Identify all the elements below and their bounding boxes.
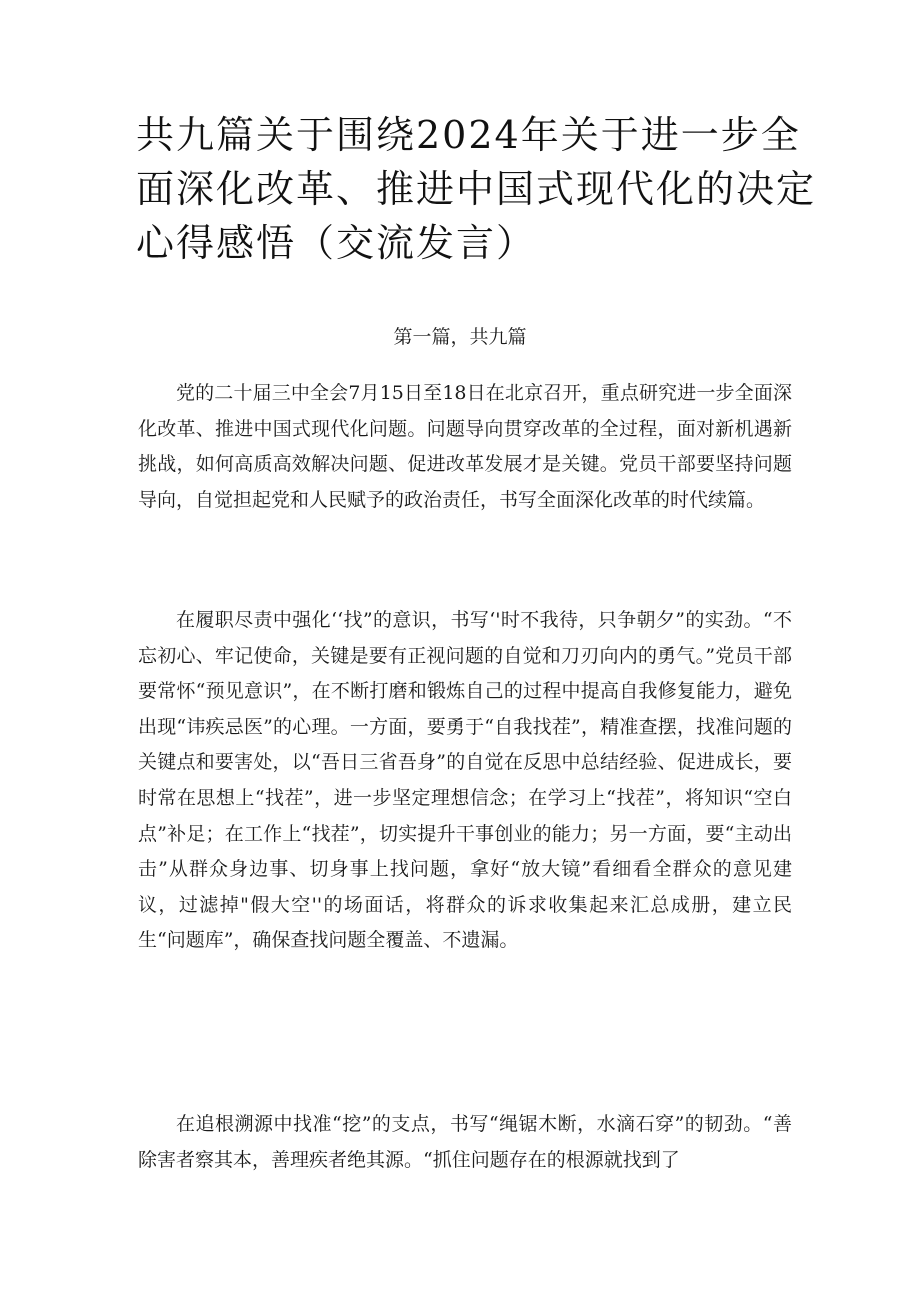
document-title: 共九篇关于围绕2024年关于进一步全面深化改革、推进中国式现代化的决定心得感悟（交流发言） bbox=[136, 113, 817, 265]
section-heading: 第一篇，共九篇 bbox=[393, 326, 527, 348]
body-paragraph: 在履职尽责中强化‘‘找”的意识，书写‘'时不我待，只争朝夕”的实劲。“不忘初心、牢记使命，关键是要有正视问题的自觉和刀刃向内的勇气。”党员干部要常怀“预见意识”，在不断打磨和锻炼自己的过程中提高自我修复能力，避免出现“讳疾忌医”的心理。一方面，要勇于“自我找茬”，精准查摆，找准问题的关键点和要害处，以“吾日三省吾身”的自觉在反思中总结经验、促进成长，要时常在思想上“找茬”，进一步坚定理想信念；在学习上“找茬”，将知识“空白点”补足；在工作上“找茬”，切实提升干事创业的能力；另一方面，要“主动出击”从群众身边事、切身事上找问题，拿好“放大镜”看细看全群众的意见建议，过滤掉"假大空''的场面话，将群众的诉求收集起来汇总成册，建立民生“问题库”，确保查找问题全覆盖、不遗漏。 bbox=[138, 609, 792, 952]
body-paragraph: 党的二十届三中全会7月15日至18日在北京召开，重点研究进一步全面深化改革、推进中国式现代化问题。问题导向贯穿改革的全过程，面对新机遇新挑战，如何高质高效解决问题、促进改革发展才是关键。党员干部要坚持问题导向，自觉担起党和人民赋予的政治责任，书写全面深化改革的时代续篇。 bbox=[138, 382, 792, 511]
body-paragraph: 在追根溯源中找准“挖”的支点，书写“绳锯木断，水滴石穿”的韧劲。“善除害者察其本，善理疾者绝其源。“抓住问题存在的根源就找到了 bbox=[138, 1113, 792, 1171]
